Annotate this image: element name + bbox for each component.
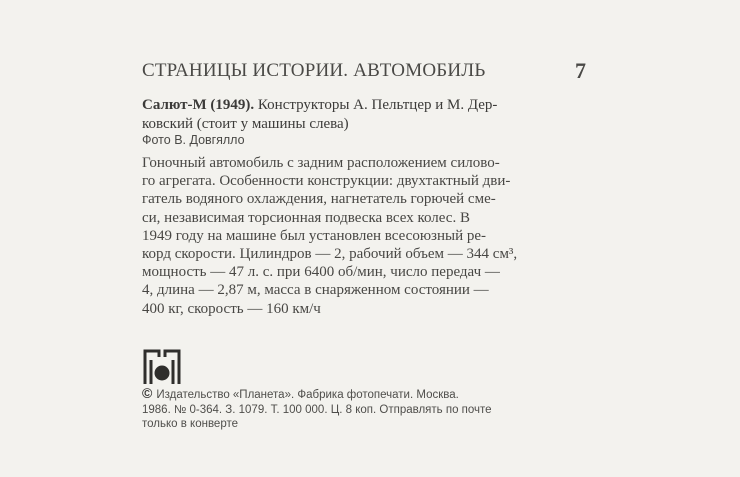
imprint-line-3: только в конверте	[142, 418, 238, 430]
description-line: 4, длина — 2,87 м, масса в снаряженном состоянии —	[142, 282, 489, 299]
card-number: 7	[575, 58, 586, 83]
imprint-line-1: Издательство «Планета». Фабрика фотопечати. Москва.	[156, 389, 459, 401]
designers-text-1: Конструкторы А. Пельтцер и М. Дер-	[254, 97, 498, 113]
header	[142, 60, 586, 88]
car-description	[142, 154, 588, 318]
description-line: 400 кг, скорость — 160 км/ч	[142, 300, 321, 317]
description-line: Гоночный автомобиль с задним расположением силово-	[142, 155, 500, 171]
description-line: гатель водяного охлаждения, нагнетатель горючей сме-	[142, 191, 496, 208]
designers-text-2: ковский (стоит у машины слева)	[142, 116, 349, 132]
photo-credit: Фото В. Довгялло	[142, 133, 245, 147]
description-line: мощность — 47 л. с. при 6400 об/мин, число передач —	[142, 264, 500, 281]
description-line: корд скорости. Цилиндров — 2, рабочий объем — 344 см³,	[142, 246, 518, 263]
copyright-icon: ©	[142, 385, 153, 401]
publisher-imprint	[142, 386, 604, 432]
imprint-line-2: 1986. № 0-364. З. 1079. Т. 100 000. Ц. 8 коп. Отправлять по почте	[142, 403, 492, 416]
car-model: Салют-М (1949).	[142, 97, 255, 113]
series-title: СТРАНИЦЫ ИСТОРИИ. АВТОМОБИЛЬ	[142, 60, 486, 81]
planeta-logo-icon	[142, 348, 182, 386]
description-line: го агрегата. Особенности конструкции: двухтактный дви-	[142, 173, 511, 190]
photo-caption	[142, 96, 592, 134]
description-line: си, независимая торсионная подвеска всех колес. В	[142, 209, 470, 226]
description-line: 1949 году на машине был установлен всесоюзный ре-	[142, 227, 486, 244]
